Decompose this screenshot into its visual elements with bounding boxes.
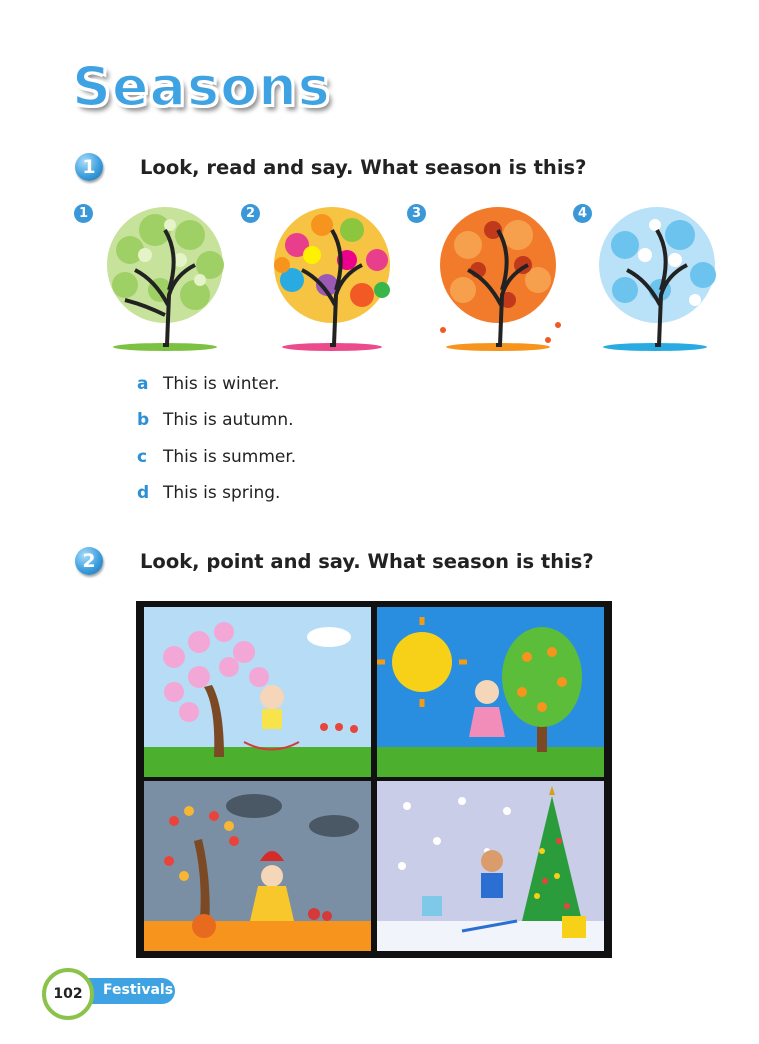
exercise-2-badge: 2 [75, 547, 103, 575]
footer-section-label: Festivals [103, 982, 174, 998]
tree-3-number: 3 [407, 204, 426, 223]
winter-tree-image [585, 195, 745, 365]
spring-tree-image [85, 195, 245, 365]
winter-scene-image [377, 781, 604, 951]
tree-4-number: 4 [573, 204, 592, 223]
summer-tree-image [252, 195, 412, 365]
option-d-text: This is spring. [163, 483, 281, 503]
option-c-text: This is summer. [163, 447, 297, 467]
autumn-scene-image [144, 781, 371, 951]
option-b [137, 410, 294, 430]
page-number: 102 [42, 968, 94, 1020]
exercise-1-instruction: Look, read and say. What season is this? [140, 156, 587, 179]
option-c [137, 447, 296, 467]
spring-scene-image [144, 607, 371, 777]
tree-1-number: 1 [74, 204, 93, 223]
option-d [137, 483, 280, 503]
option-b-text: This is autumn. [163, 410, 294, 430]
option-a-letter: a [137, 374, 149, 394]
exercise-1-badge: 1 [75, 153, 103, 181]
seasons-scene-grid [136, 601, 612, 958]
option-b-letter: b [137, 410, 150, 430]
option-a [137, 374, 280, 394]
tree-2-number: 2 [241, 204, 260, 223]
option-d-letter: d [137, 483, 150, 503]
exercise-2-instruction: Look, point and say. What season is this? [140, 550, 594, 573]
option-c-letter: c [137, 447, 148, 467]
option-a-text: This is winter. [163, 374, 280, 394]
page-title: Seasons [72, 55, 331, 118]
summer-scene-image [377, 607, 604, 777]
autumn-tree-image [418, 195, 578, 365]
